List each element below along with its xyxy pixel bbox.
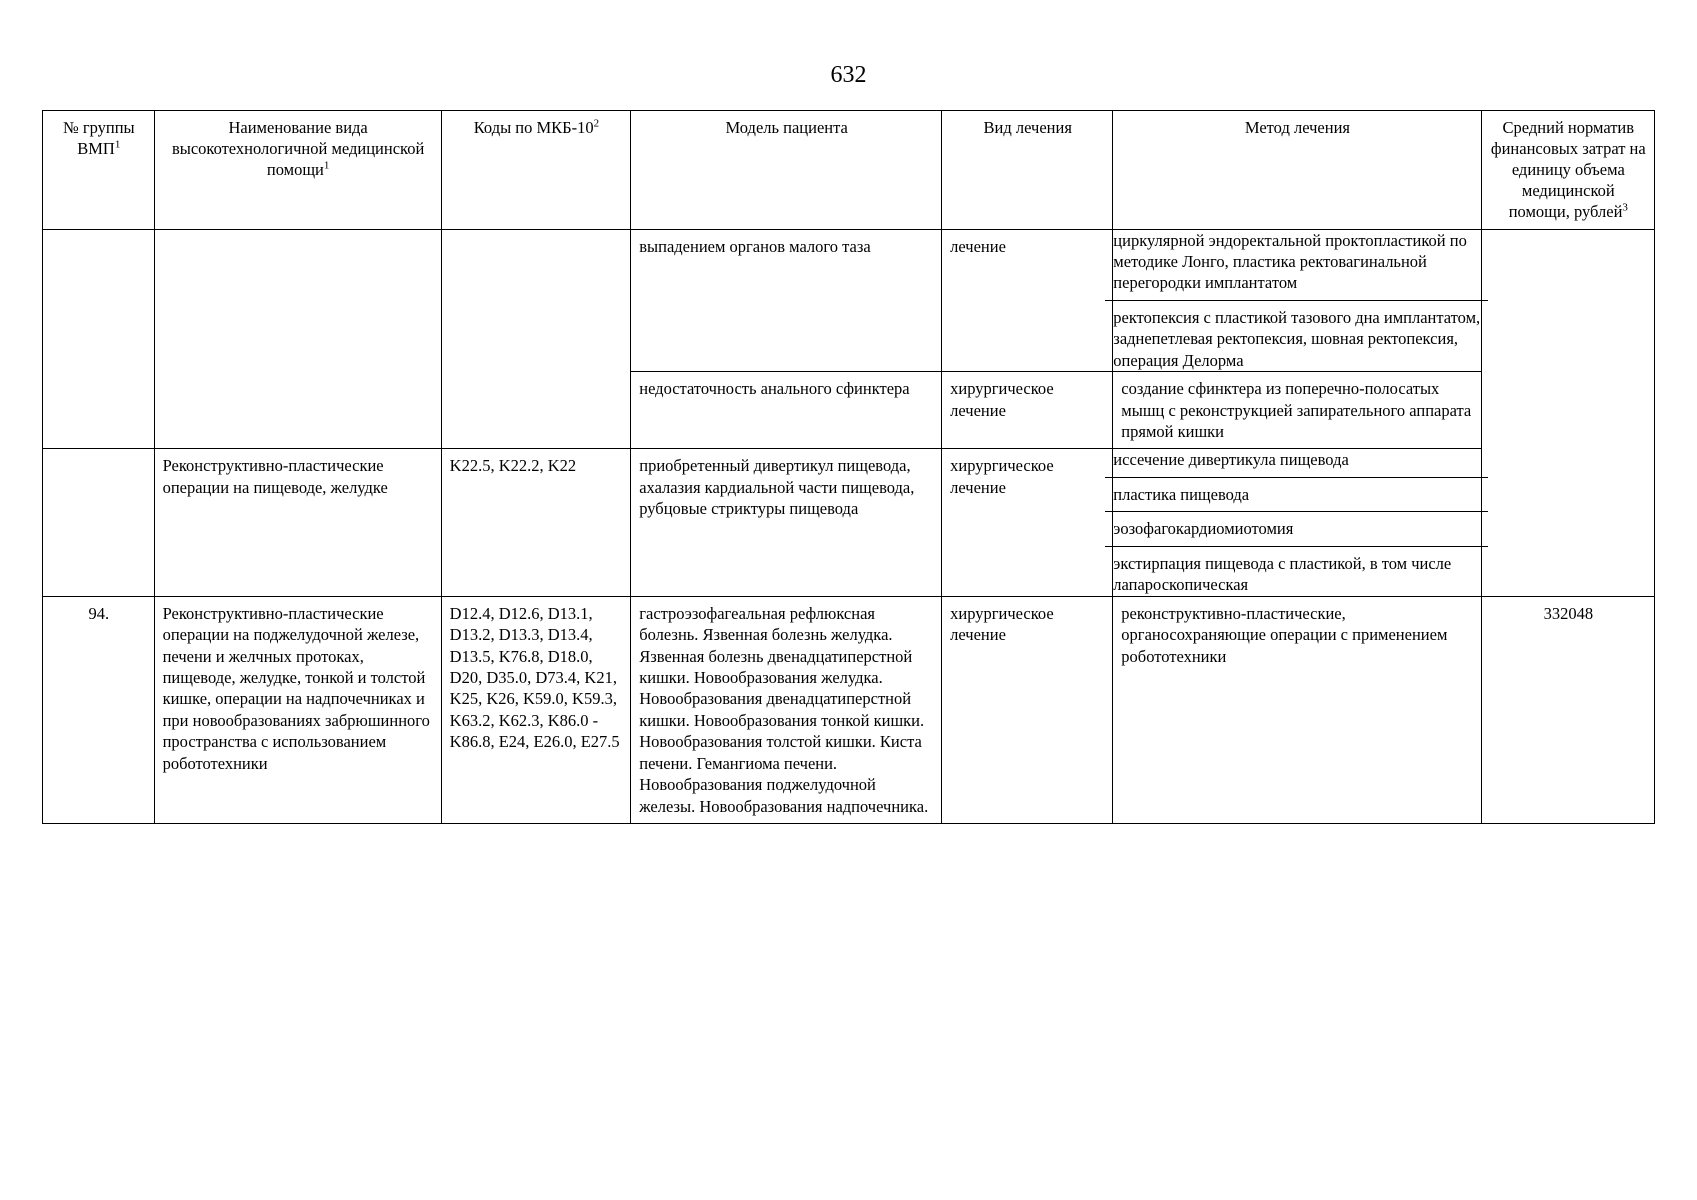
cell-treatment-method <box>1113 449 1481 596</box>
cell-treatment-method: создание сфинктера из поперечно-полосатых мышц с реконструкцией запирательного аппарата прямой кишки <box>1113 372 1481 449</box>
table-row <box>43 449 1655 596</box>
cell-name <box>154 229 441 449</box>
footnote-marker-norm: 3 <box>1622 201 1628 214</box>
cell-treatment-method: реконструктивно-пластические, органосохраняющие операции с применением робототехники <box>1113 596 1481 823</box>
header-codes: Коды по МКБ-$10^2$ <box>441 111 631 230</box>
header-name: Наименование вида высокотехнологичной медицинской помощи$^1$ <box>154 111 441 230</box>
cell-codes: K22.5, K22.2, K22 <box>441 449 631 596</box>
table-body <box>43 229 1655 824</box>
header-financial-norm: Средний норматив финансовых затрат на единицу объема медицинской помощи, рублей$^3$ <box>1481 111 1654 230</box>
cell-patient-model: гастроэзофагеальная рефлюксная болезнь. Язвенная болезнь желудка. Язвенная болезнь двенадцатиперстной кишки. Новообразования желудка. Новообразования двенадцатиперстной кишки. Новообразования тонкой кишки. Новообразования толстой кишки. Киста печени. Гемангиома печени. Новообразования поджелудочной железы. Новообразования надпочечника. <box>631 596 942 823</box>
footnote-marker-name: 1 <box>323 159 330 172</box>
method-item <box>1105 224 1487 301</box>
cell-codes <box>441 229 631 449</box>
table-header <box>43 111 1655 230</box>
header-treatment-type: Вид лечения <box>942 111 1113 230</box>
method-text: циркулярной эндоректальной проктопластикой по методике Лонго, пластика ректовагинальной перегородки имплантатом <box>1105 224 1487 301</box>
method-item <box>1105 443 1487 477</box>
header-patient-model: Модель пациента <box>631 111 942 230</box>
cell-group-number <box>43 229 155 449</box>
method-sublist <box>1105 224 1487 378</box>
method-item <box>1105 300 1487 377</box>
header-treatment-method: Метод лечения <box>1113 111 1481 230</box>
cell-treatment-type: лечение <box>942 229 1113 372</box>
cell-treatment-type: хирургическое лечение <box>942 372 1113 449</box>
method-item <box>1105 546 1487 601</box>
method-text: экстирпация пищевода с пластикой, в том числе лапароскопическая <box>1113 553 1452 595</box>
page-number: 632 <box>830 62 867 88</box>
cell-name: Реконструктивно-пластические операции на пищеводе, желудке <box>154 449 441 596</box>
header-group-number: № группы ВМП$^1$ <box>43 111 155 230</box>
cell-patient-model: недостаточность анального сфинктера <box>631 372 942 449</box>
footnote-marker-codes: 2 <box>593 117 600 130</box>
cell-financial-norm <box>1481 229 1654 596</box>
footnote-marker-group: 1 <box>114 138 121 151</box>
vmp-table <box>42 110 1655 824</box>
method-item <box>1105 512 1487 546</box>
method-item <box>1105 477 1487 511</box>
method-text: ректопексия с пластикой тазового дна имплантатом, заднепетлевая ректопексия, шовная ректопексия, операция Делорма <box>1113 307 1481 370</box>
table-row <box>43 596 1655 823</box>
cell-treatment-type: хирургическое лечение <box>942 449 1113 596</box>
method-text: эозофагокардиомиотомия <box>1105 512 1487 546</box>
cell-patient-model: выпадением органов малого таза <box>631 229 942 372</box>
vmp-table-container <box>42 110 1655 824</box>
cell-codes: D12.4, D12.6, D13.1, D13.2, D13.3, D13.4, D13.5, K76.8, D18.0, D20, D35.0, D73.4, K21, K25, K26, K59.0, K59.3, K63.2, K62.3, K86.0 - K86.8, E24, E26.0, E27.5 <box>441 596 631 823</box>
table-header-row <box>43 111 1655 230</box>
cell-financial-norm: 332048 <box>1481 596 1654 823</box>
cell-group-number: 94. <box>43 596 155 823</box>
cell-group-number <box>43 449 155 596</box>
method-text: пластика пищевода <box>1105 477 1487 511</box>
method-sublist <box>1105 443 1487 601</box>
table-row <box>43 229 1655 372</box>
method-text: иссечение дивертикула пищевода <box>1105 443 1487 477</box>
cell-treatment-type: хирургическое лечение <box>942 596 1113 823</box>
cell-treatment-method <box>1113 229 1481 372</box>
cell-name: Реконструктивно-пластические операции на поджелудочной железе, печени и желчных протоках, пищеводе, желудке, тонкой и толстой кишке, операции на надпочечниках и при новообразованиях забрюшинного пространства с использованием робототехники <box>154 596 441 823</box>
cell-patient-model: приобретенный дивертикул пищевода, ахалазия кардиальной части пищевода, рубцовые стриктуры пищевода <box>631 449 942 596</box>
